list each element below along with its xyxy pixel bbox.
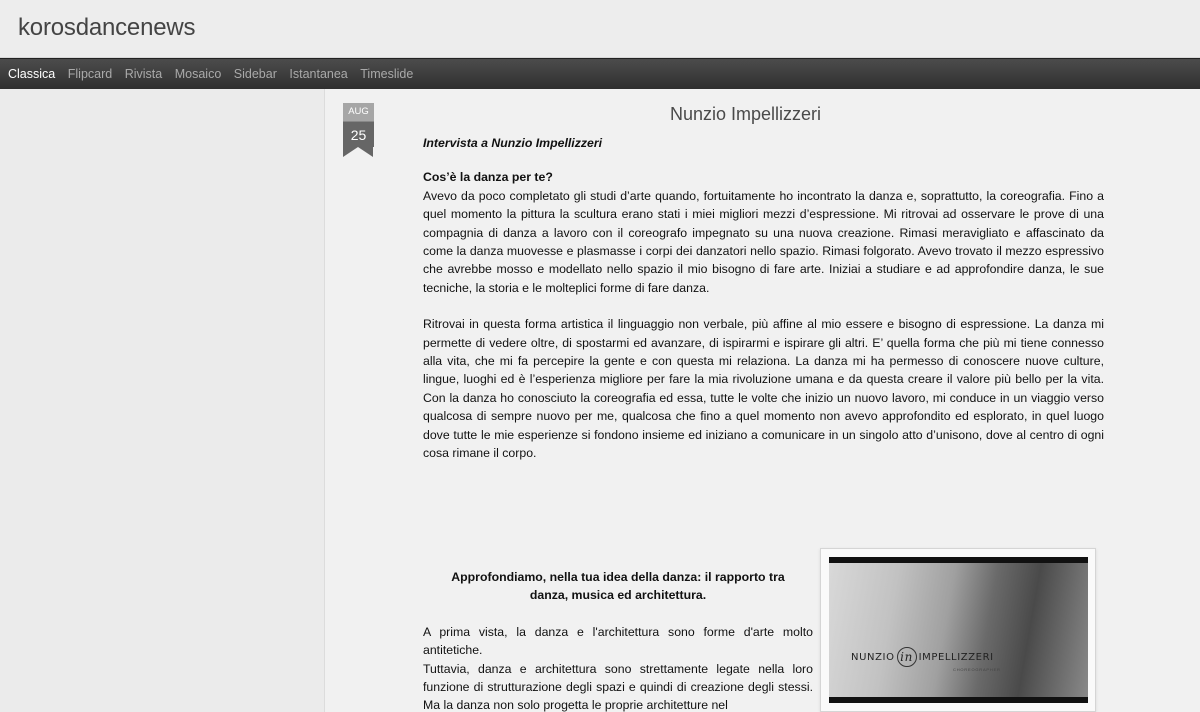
photo-letterbox-top <box>829 557 1088 563</box>
date-ribbon-tail <box>343 147 373 157</box>
date-badge <box>343 103 374 158</box>
tab-classica[interactable]: Classica <box>8 67 56 81</box>
logo-monogram-icon: in <box>897 647 917 667</box>
portrait-photo[interactable] <box>829 557 1088 703</box>
tab-mosaico[interactable]: Mosaico <box>174 67 222 81</box>
photo-logo <box>851 647 994 667</box>
section-paragraph-2: Tuttavia, danza e architettura sono strettamente legate nella loro funzione di strutturazione degli spazi e quindi di creazione degli stessi. Ma la danza non solo progetta le proprie architetture nel <box>423 661 813 712</box>
section-subheading: Approfondiamo, nella tua idea della danza: il rapporto tra danza, musica ed architettura. <box>451 570 785 603</box>
date-month: AUG <box>343 103 374 121</box>
section-architecture <box>423 568 813 712</box>
logo-text-left: NUNZIO <box>851 651 895 663</box>
left-sidebar <box>0 89 324 712</box>
tab-flipcard[interactable]: Flipcard <box>67 67 113 81</box>
tab-istantanea[interactable]: Istantanea <box>289 67 348 81</box>
photo-letterbox-bottom <box>829 697 1088 703</box>
view-tabs <box>0 59 1200 89</box>
paragraph-1: Avevo da poco completato gli studi d’arte quando, fortuitamente ho incontrato la danza e, soprattutto, la coreografia. Fino a quel momento la pittura la scultura erano stati i miei migliori mezzi d’espressione. Mi ritrovai ad osservare le prove di una compagnia di danza a lavoro con il coreografo impegnato su una nuova creazione. Rimasi meravigliato e affascinato da come la danza muovesse e plasmasse i corpi dei danzatori nello spazio. Rimasi folgorato. Avevo trovato il mezzo espressivo che avrebbe mosso e modellato nello spazio il mio bisogno di fare arte. Iniziai a studiare e ad approfondire danza, le sue tecniche, la storia e le molteplici forme di fare danza. <box>423 188 1104 295</box>
post-body <box>423 134 1104 463</box>
view-navbar <box>0 58 1200 89</box>
interview-heading: Intervista a Nunzio Impellizzeri <box>423 136 603 150</box>
section-paragraph-1: A prima vista, la danza e l'architettura sono forme d'arte molto antitetiche. <box>423 624 813 658</box>
portrait-photo-frame[interactable] <box>820 548 1096 712</box>
question-heading: Cos’è la danza per te? <box>423 170 553 185</box>
logo-text-right: IMPELLIZZERI <box>918 651 994 663</box>
tab-rivista[interactable]: Rivista <box>124 67 163 81</box>
logo-subtitle: CHOREOGRAPHER <box>953 667 1001 672</box>
blog-header <box>0 0 1200 58</box>
tab-sidebar[interactable]: Sidebar <box>233 67 277 81</box>
date-day: 25 <box>343 121 374 147</box>
post-title[interactable]: Nunzio Impellizzeri <box>669 104 822 124</box>
paragraph-2: Ritrovai in questa forma artistica il linguaggio non verbale, più affine al mio essere e bisogno di espressione. La danza mi permette di vedere oltre, di spostarmi ed avanzare, di ispirarmi e ispirare gli altri. E’ quella forma che più mi tiene connesso alla vita, che mi fa percepire la gente e con questa mi relaziona. La danza mi ha permesso di conoscere nuove culture, lingue, luoghi ed è l’esperienza migliore per fare la mia rivoluzione umana e da questa creare il valore più bello per la vita. Con la danza ho conosciuto la coreografia ed essa, tutte le volte che inizio un nuovo lavoro, mi conduce in un viaggio verso qualcosa di sempre nuovo per me, qualcosa che fino a quel momento non avevo approfondito ed esplorato, in quel luogo dove tutte le mie esperienze si fondono insieme ed iniziano a comunicare in un singolo atto d’unisono, dove al centro di ogni cosa rimane il corpo. <box>423 317 1104 461</box>
tab-timeslide[interactable]: Timeslide <box>360 67 414 81</box>
blog-title[interactable]: korosdancenews <box>18 14 196 41</box>
